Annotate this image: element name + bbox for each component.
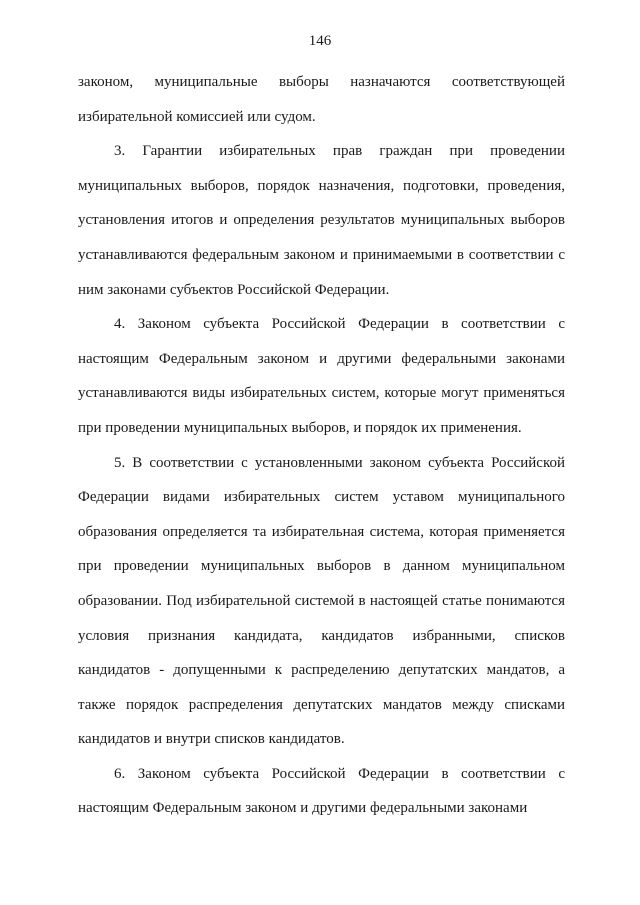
page-number: 146	[308, 33, 332, 49]
paragraph-5: 5. В соответствии с установленными законом субъекта Российской Федерации видами избирательных систем уставом муниципального образования определяется та избирательная система, которая применяется при проведении муниципальных выборов в данном муниципальном образовании. Под избирательной системой в настоящей статье понимаются условия признания кандидата, кандидатов избранными, списков кандидатов - допущенными к распределению депутатских мандатов, а также порядок распределения депутатских мандатов между списками кандидатов и внутри списков кандидатов.	[78, 454, 565, 748]
paragraph-4: 4. Законом субъекта Российской Федерации в соответствии с настоящим Федеральным законом и другими федеральными законами устанавливаются виды избирательных систем, которые могут применяться при проведении муниципальных выборов, и порядок их применения.	[78, 316, 565, 436]
paragraph-6: 6. Законом субъекта Российской Федерации в соответствии с настоящим Федеральным законом и другими федеральными законами	[78, 765, 565, 817]
paragraph-3: 3. Гарантии избирательных прав граждан при проведении муниципальных выборов, порядок назначения, подготовки, проведения, установления итогов и определения результатов муниципальных выборов устанавливаются федеральным законом и принимаемыми в соответствии с ним законами субъектов Российской Федерации.	[78, 143, 565, 298]
document-body	[78, 65, 565, 826]
paragraph-continuation: законом, муниципальные выборы назначаются соответствующей избирательной комиссией или судом.	[78, 74, 565, 125]
